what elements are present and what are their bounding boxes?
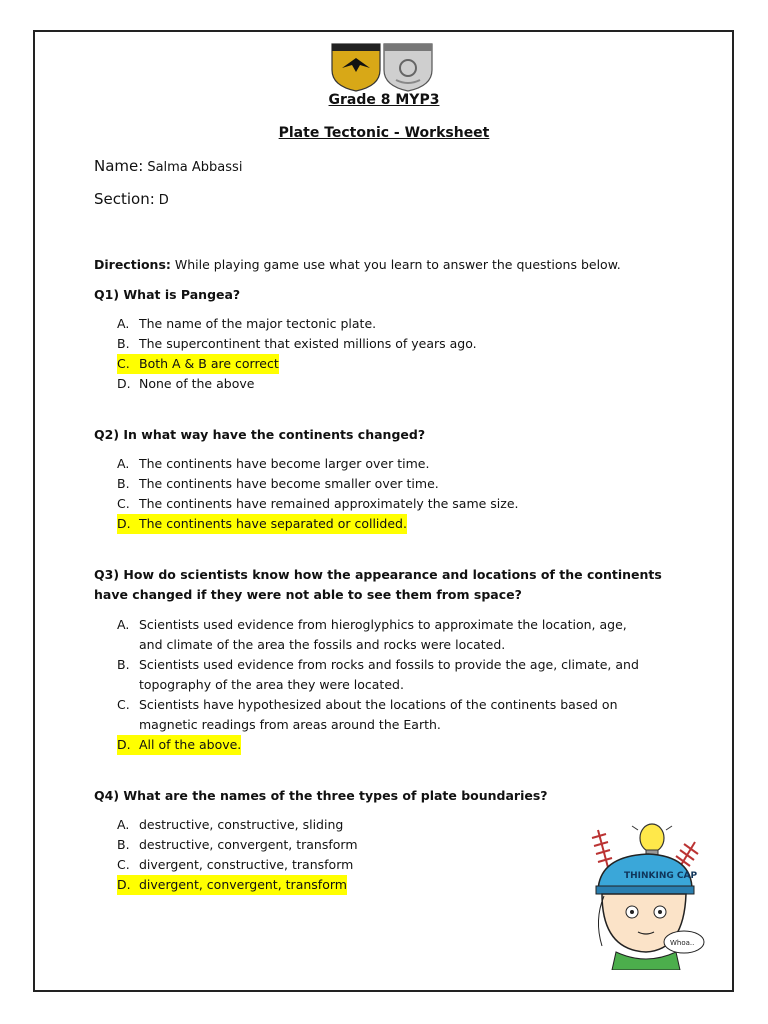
q1-option-c-selected <box>117 354 279 374</box>
q4-option-b <box>117 835 358 855</box>
option-text: divergent, constructive, transform <box>139 857 354 872</box>
q3-option-c <box>117 695 618 715</box>
option-text: destructive, constructive, sliding <box>139 817 344 832</box>
bubble-text: Whoa.. <box>670 939 695 947</box>
option-letter: B. <box>117 336 130 351</box>
cap-text: THINKING CAP <box>624 871 698 881</box>
option-text-line-1: Scientists used evidence from rocks and fossils to provide the age, climate, and <box>139 657 639 672</box>
option-letter: B. <box>117 657 130 672</box>
q2-option-a <box>117 454 429 474</box>
school-crest-left-icon <box>332 44 380 91</box>
option-letter: D. <box>117 516 131 531</box>
option-letter: D. <box>117 877 131 892</box>
option-text: The continents have become smaller over time. <box>139 476 439 491</box>
grade-heading: Grade 8 MYP3 <box>328 92 440 108</box>
option-text-line-2: topography of the area they were located. <box>139 677 404 692</box>
option-letter: A. <box>117 316 130 331</box>
option-letter: D. <box>117 376 131 391</box>
q1-option-b <box>117 334 477 354</box>
q3-option-b <box>117 655 639 675</box>
q2-option-c <box>117 494 519 514</box>
q3-option-a <box>117 615 627 635</box>
school-logos <box>330 40 436 92</box>
q1-option-d <box>117 374 254 394</box>
option-text: The name of the major tectonic plate. <box>139 316 377 331</box>
q3-option-a-cont <box>117 635 505 655</box>
q4-option-c <box>117 855 353 875</box>
directions-label: Directions: <box>94 257 171 272</box>
option-letter: C. <box>117 857 130 872</box>
option-text: The continents have become larger over time. <box>139 456 430 471</box>
q2-option-d-selected <box>117 514 407 534</box>
option-letter: A. <box>117 456 130 471</box>
school-crest-right-icon <box>384 44 432 91</box>
question-4: Q4) What are the names of the three types of plate boundaries? <box>94 788 548 803</box>
option-text-line-2: magnetic readings from areas around the Earth. <box>139 717 441 732</box>
thinking-cap-cartoon-icon <box>580 820 705 970</box>
option-text: None of the above <box>139 376 255 391</box>
q1-option-a <box>117 314 376 334</box>
q3-option-c-cont <box>117 715 441 735</box>
option-text-line-1: Scientists have hypothesized about the locations of the continents based on <box>139 697 618 712</box>
question-3-line-2: have changed if they were not able to see them from space? <box>94 587 522 602</box>
option-text: The supercontinent that existed millions of years ago. <box>139 336 477 351</box>
q3-option-d-selected <box>117 735 241 755</box>
option-text: The continents have remained approximately the same size. <box>139 496 519 511</box>
option-text: divergent, convergent, transform <box>139 877 347 892</box>
option-letter: A. <box>117 617 130 632</box>
question-2: Q2) In what way have the continents changed? <box>94 427 426 442</box>
option-letter: D. <box>117 737 131 752</box>
option-text: destructive, convergent, transform <box>139 837 358 852</box>
section-field <box>94 190 169 208</box>
option-text: Both A & B are correct <box>139 356 279 371</box>
q4-option-a <box>117 815 343 835</box>
q4-option-d-selected <box>117 875 347 895</box>
q3-option-b-cont <box>117 675 404 695</box>
option-text-line-2: and climate of the area the fossils and rocks were located. <box>139 637 506 652</box>
question-3-line-1: Q3) How do scientists know how the appearance and locations of the continents <box>94 567 662 582</box>
option-letter: C. <box>117 496 130 511</box>
option-letter: C. <box>117 356 130 371</box>
name-label: Name: <box>94 157 144 175</box>
section-value: D <box>158 193 169 208</box>
option-text: All of the above. <box>139 737 242 752</box>
directions <box>94 257 621 272</box>
option-letter: B. <box>117 837 130 852</box>
name-value: Salma Abbassi <box>147 160 243 175</box>
option-letter: B. <box>117 476 130 491</box>
option-text-line-1: Scientists used evidence from hieroglyphics to approximate the location, age, <box>139 617 627 632</box>
name-field <box>94 157 242 175</box>
question-1: Q1) What is Pangea? <box>94 287 241 302</box>
section-label: Section: <box>94 190 155 208</box>
option-letter: A. <box>117 817 130 832</box>
worksheet-title: Plate Tectonic - Worksheet <box>278 125 490 141</box>
q2-option-b <box>117 474 439 494</box>
directions-text: While playing game use what you learn to answer the questions below. <box>174 257 621 272</box>
option-letter: C. <box>117 697 130 712</box>
option-text: The continents have separated or collided. <box>139 516 407 531</box>
